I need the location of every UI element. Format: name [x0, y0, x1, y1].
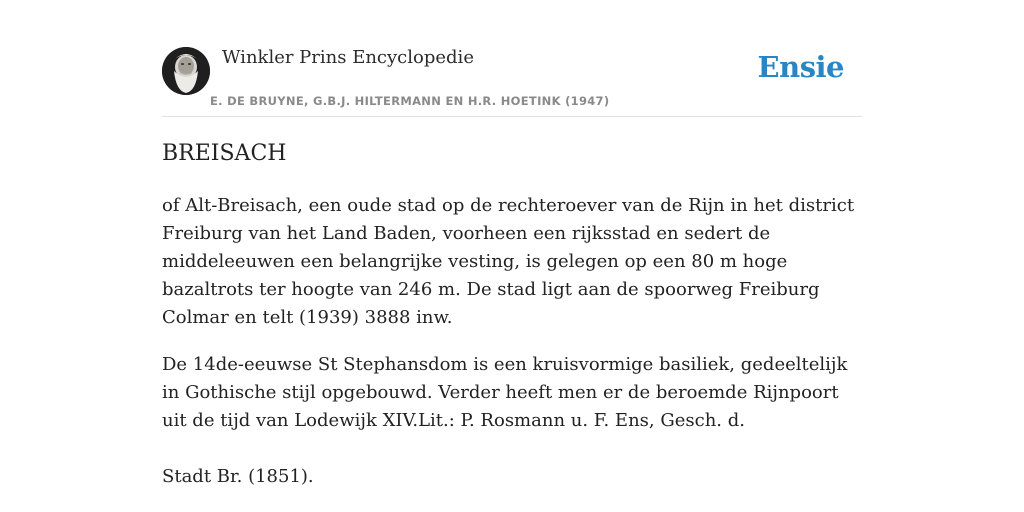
author-avatar: [162, 47, 210, 95]
entry-paragraph: Stadt Br. (1851).: [162, 466, 314, 487]
entry-paragraph: De 14de-eeuwse St Stephansdom is een kruisvormige basiliek, gedeeltelijk in Gothische stijl opgebouwd. Verder heeft men er de beroemde Rijnpoort uit de tijd van Lodewijk XIV.Lit.: P. Rosmann u. F. Ens, Gesch. d.: [162, 354, 848, 431]
source-title-link[interactable]: Winkler Prins Encyclopedie: [222, 47, 474, 68]
entry-paragraph: of Alt-Breisach, een oude stad op de rechteroever van de Rijn in het district Freiburg van het Land Baden, voorheen een rijksstad en sedert de middeleeuwen een belangrijke vesting, is gelegen op een 80 m hoge bazaltrots ter hoogte van 246 m. De stad ligt aan de spoorweg Freiburg Colmar en telt (1939) 3888 inw.: [162, 195, 855, 328]
entry-title: BREISACH: [162, 141, 287, 166]
ensie-logo-link[interactable]: Ensie: [757, 50, 844, 84]
entry-body: [162, 192, 862, 491]
source-authors: E. DE BRUYNE, G.B.J. HILTERMANN EN H.R. HOETINK (1947): [210, 94, 610, 108]
source-header: [162, 44, 862, 117]
author-portrait-image: [162, 47, 210, 95]
